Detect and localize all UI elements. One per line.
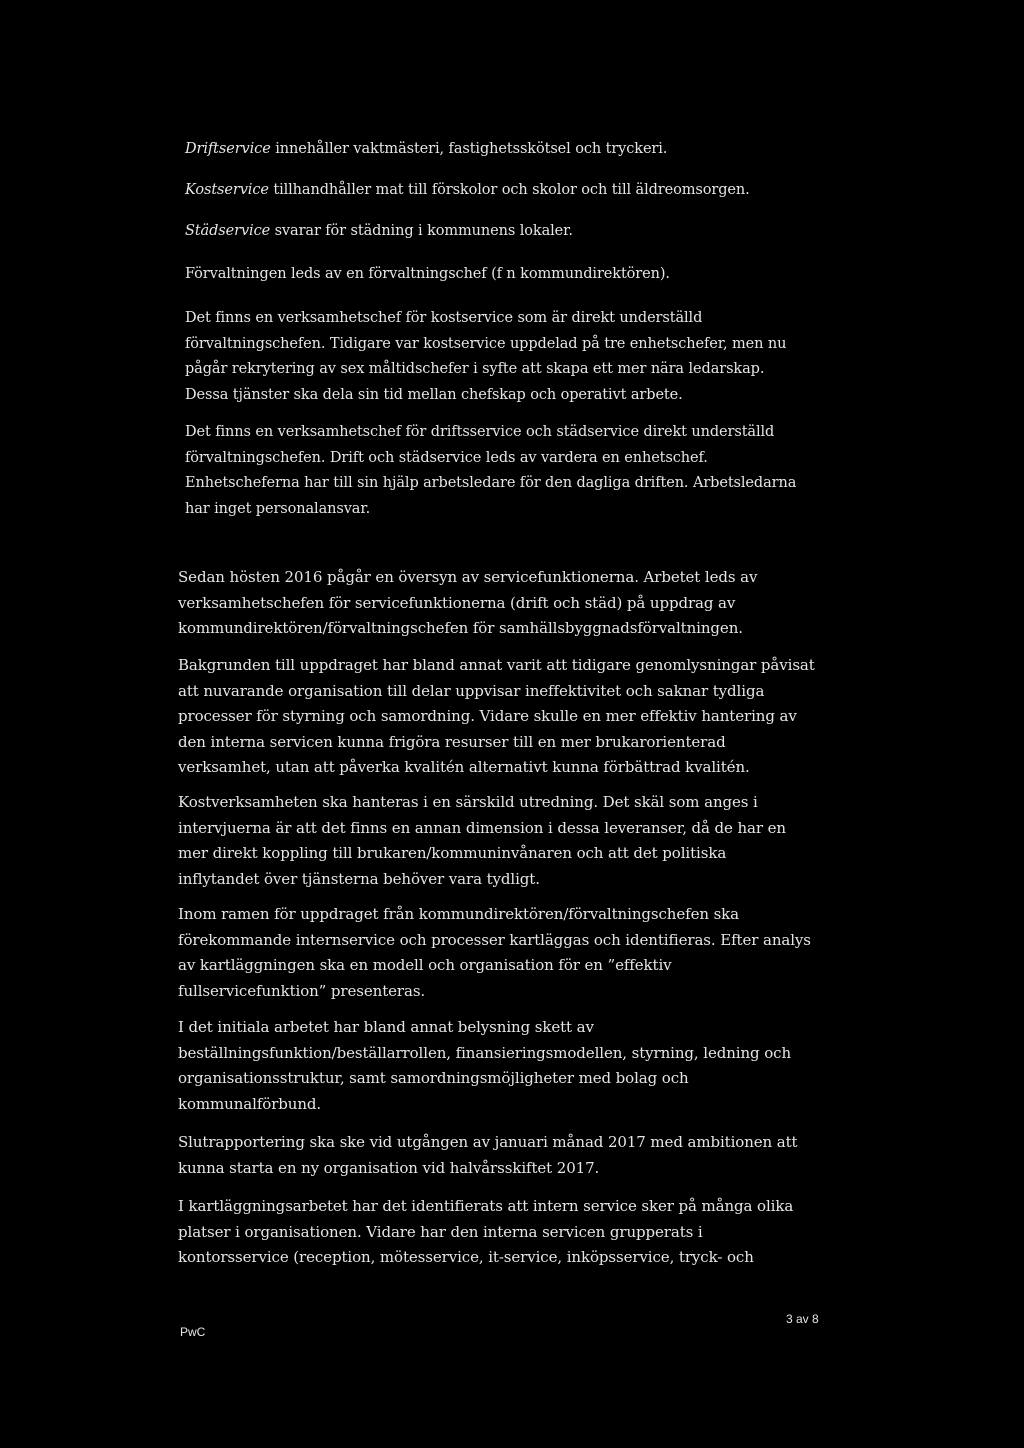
paragraph-oversyn: Sedan hösten 2016 pågår en översyn av servicefunktionerna. Arbetet leds av verksamhetschefen för servicefunktionerna (drift och städ) på uppdrag av kommundirektören/förvaltningschefen för samhällsbyggnadsförvaltningen.	[178, 568, 758, 637]
paragraph-uppdrag: Inom ramen för uppdraget från kommundirektören/förvaltningschefen ska förekommande internservice och processer kartläggas och identifieras. Efter analys av kartläggningen ska en modell och organisation för en ”effektiv fullservicefunktion” presenteras.	[178, 905, 811, 1000]
paragraph-text: tillhandhåller mat till förskolor och skolor och till äldreomsorgen.	[268, 182, 750, 198]
paragraph-text: Det finns en verksamhetschef för driftsservice och städservice direkt underställd förvaltningschefen. Drift och städservice leds av vardera en enhetschef. Enhetscheferna har till sin hjälp arbetsledare för den dagliga driften. Arbetsledarna har inget personalansvar.	[185, 424, 797, 517]
paragraph-kostverksamhet: Kostverksamheten ska hanteras i en särskild utredning. Det skäl som anges i intervjuerna är att det finns en annan dimension i dessa leveranser, då de har en mer direkt koppling till brukaren/kommuninvånaren och att det politiska inflytandet över tjänsterna behöver vara tydligt.	[178, 793, 786, 888]
paragraph-driftservice	[185, 137, 845, 163]
paragraph-slutrapportering: Slutrapportering ska ske vid utgången av januari månad 2017 med ambitionen att kunna starta en ny organisation vid halvårsskiftet 2017.	[178, 1133, 798, 1177]
paragraph-initiala-arbetet: I det initiala arbetet har bland annat belysning skett av beställningsfunktion/beställarrollen, finansieringsmodellen, styrning, ledning och organisationsstruktur, samt samordningsmöjligheter med bolag och kommunalförbund.	[178, 1018, 792, 1113]
paragraph-kartlaggning: I kartläggningsarbetet har det identifierats att intern service sker på många olika platser i organisationen. Vidare har den interna servicen grupperats i kontorsservice (reception, mötesservice, it-service, inköpsservice, tryck- och	[178, 1197, 794, 1266]
paragraph-lead: Kostservice	[185, 182, 269, 198]
paragraph-kostservice-chef	[185, 306, 845, 408]
paragraph-stadservice	[185, 219, 845, 245]
paragraph-driftsservice-chef	[185, 420, 845, 522]
paragraph-lead: Städservice	[185, 223, 271, 239]
paragraph-text: Förvaltningen leds av en förvaltningschef (f n kommundirektören).	[185, 266, 670, 282]
paragraph-text: innehåller vaktmästeri, fastighetsskötsel och tryckeri.	[270, 141, 668, 157]
page-number: 3 av 8	[786, 1312, 819, 1326]
paragraph-text: Det finns en verksamhetschef för kostservice som är direkt underställd förvaltningschefen. Tidigare var kostservice uppdelad på tre enhetschefer, men nu pågår rekrytering av sex måltidschefer i syfte att skapa ett mer nära ledarskap. Dessa tjänster ska dela sin tid mellan chefskap och operativt arbete.	[185, 310, 787, 403]
paragraph-forvaltningschef	[185, 262, 845, 288]
paragraph-text: svarar för städning i kommunens lokaler.	[270, 223, 573, 239]
footer-brand: PwC	[180, 1325, 206, 1339]
paragraph-lead: Driftservice	[185, 141, 271, 157]
paragraph-bakgrund: Bakgrunden till uppdraget har bland annat varit att tidigare genomlysningar påvisat att nuvarande organisation till delar uppvisar ineffektivitet och saknar tydliga processer för styrning och samordning. Vidare skulle en mer effektiv hantering av den interna servicen kunna frigöra resurser till en mer brukarorienterad verksamhet, utan att påverka kvalitén alternativt kunna förbättrad kvalitén.	[178, 656, 815, 776]
paragraph-kostservice	[185, 178, 845, 204]
